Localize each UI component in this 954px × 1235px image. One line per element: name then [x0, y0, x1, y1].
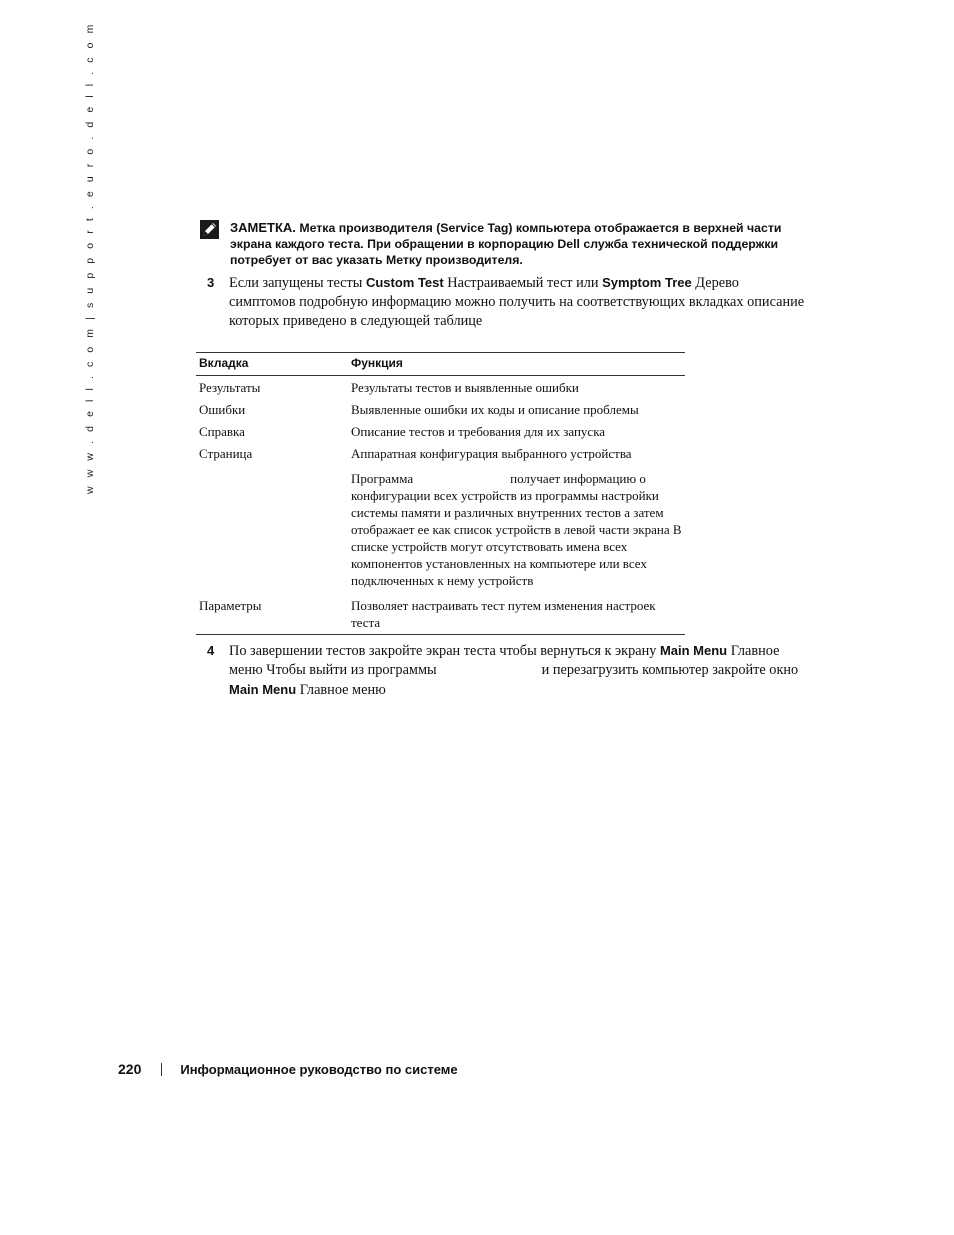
tab-name: Страница	[199, 446, 253, 461]
tab-function: Описание тестов и требования для их запуска	[351, 424, 606, 439]
tab-function: Выявленные ошибки их коды и описание проблемы	[351, 402, 639, 417]
sidebar-url: w w w . d e l l . c o m | s u p p o r t . e u r o . d e l l . c o m	[84, 21, 96, 494]
tab-name: Результаты	[199, 380, 261, 395]
table-row	[196, 442, 685, 464]
column-header-tab: Вкладка	[196, 353, 348, 376]
table-row	[196, 420, 685, 442]
footer-title: Информационное руководство по системе	[180, 1062, 458, 1077]
table-row	[196, 376, 685, 399]
step-text-part: Главное меню Чтобы выйти из программы	[229, 643, 780, 678]
tab-name	[196, 464, 348, 591]
step-text-part: Если запущены тесты	[229, 275, 366, 291]
column-header-function: Функция	[348, 353, 685, 376]
page-footer	[118, 1061, 458, 1077]
note-pencil-icon	[200, 220, 219, 239]
step-text-part: Главное меню	[296, 682, 386, 698]
table-row	[196, 464, 685, 591]
step-text-part: и перезагрузить компьютер закройте окно	[541, 662, 799, 678]
step-text	[229, 641, 809, 700]
step-number: 4	[207, 643, 215, 658]
tab-function	[348, 464, 685, 591]
page-number: 220	[118, 1061, 142, 1077]
step-text	[229, 273, 809, 331]
table-row	[196, 398, 685, 420]
symptom-tree-term: Symptom Tree	[602, 275, 692, 290]
note-body: Метка производителя (Service Tag) компьютера отображается в верхней части экрана каждого теста. При обращении в корпорацию Dell служба технической поддержки потребует от вас указать Метку производителя.	[230, 221, 782, 267]
tab-name: Справка	[199, 424, 245, 439]
main-menu-term: Main Menu	[229, 682, 297, 697]
footer-divider	[161, 1063, 162, 1076]
main-menu-term: Main Menu	[659, 643, 728, 658]
tab-function-part: Программа	[351, 471, 414, 486]
tab-function: Результаты тестов и выявленные ошибки	[351, 380, 579, 395]
step-number: 3	[207, 275, 215, 290]
tab-name: Параметры	[196, 591, 348, 635]
step-text-part: По завершении тестов закройте экран теста чтобы вернуться к экрану	[229, 643, 660, 659]
table-row	[196, 591, 685, 635]
tab-function: Позволяет настраивать тест путем изменения настроек теста	[348, 591, 685, 635]
step-text-part: Дерево симптомов подробную информацию можно получить на соответствующих вкладках описание которых приведено в следующей таблице	[229, 275, 805, 329]
table-header-row	[196, 353, 685, 376]
tabs-table	[196, 352, 685, 635]
tab-name: Ошибки	[199, 402, 246, 417]
custom-test-term: Custom Test	[365, 275, 444, 290]
note-text	[230, 220, 805, 268]
tab-function: Аппаратная конфигурация выбранного устройства	[351, 446, 632, 461]
tab-function-part: получает информацию о конфигурации всех устройств из программы настройки системы памяти и различных внутренних тестов а затем отображает ее как список устройств в левой части экрана В списке устройств могут отсутствовать имена всех компонентов установленных на компьютере или всех подключенных к нему устройств	[351, 471, 682, 588]
step-text-part: Настраиваемый тест или	[443, 275, 603, 291]
note-label: ЗАМЕТКА.	[230, 220, 296, 235]
